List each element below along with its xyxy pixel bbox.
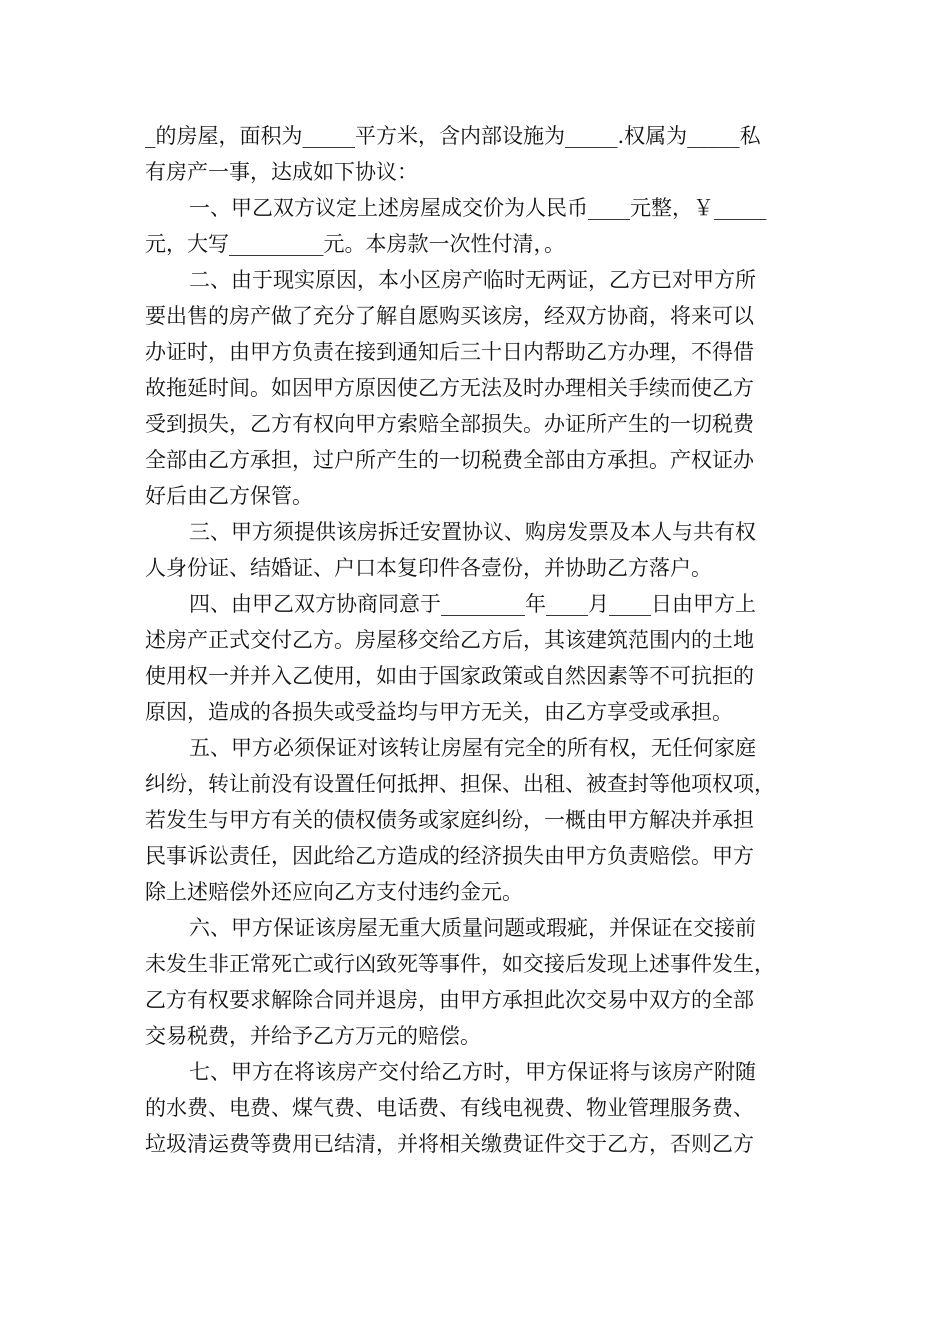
contract-clause-0 <box>145 118 807 190</box>
text-line: 五、甲方必须保证对该转让房屋有完全的所有权，无任何家庭 <box>189 736 756 760</box>
text-line: 纠纷，转让前没有设置任何抵押、担保、出租、被查封等他项权项， <box>145 772 775 796</box>
text-line: 原因，造成的各损失或受益均与甲方无关，由乙方享受或承担。 <box>145 700 733 724</box>
text-line: 受到损失，乙方有权向甲方索赔全部损失。办证所产生的一切税费 <box>145 412 754 436</box>
text-line: 要出售的房产做了充分了解自愿购买该房，经双方协商，将来可以 <box>145 304 754 328</box>
text-line: 元，大写_________元。本房款一次性付清，。 <box>145 232 565 256</box>
text-line: 好后由乙方保管。 <box>145 484 313 508</box>
text-line: 二、由于现实原因，本小区房产临时无两证，乙方已对甲方所 <box>189 268 756 292</box>
text-line: _的房屋，面积为_____平方米，含内部设施为_____.权属为_____私 <box>145 124 761 148</box>
contract-clause-1 <box>145 190 807 262</box>
text-line: 垃圾清运费等费用已结清，并将相关缴费证件交于乙方，否则乙方 <box>145 1132 754 1156</box>
text-line: 六、甲方保证该房屋无重大质量问题或瑕疵，并保证在交接前 <box>189 916 756 940</box>
text-line: 未发生非正常死亡或行凶致死等事件，如交接后发现上述事件发生， <box>145 952 775 976</box>
text-line: 有房产一事，达成如下协议： <box>145 160 418 184</box>
text-line: 故拖延时间。如因甲方原因使乙方无法及时办理相关手续而使乙方 <box>145 376 754 400</box>
text-line: 办证时，由甲方负责在接到通知后三十日内帮助乙方办理，不得借 <box>145 340 754 364</box>
contract-clause-7 <box>145 1054 807 1162</box>
contract-clause-2 <box>145 262 807 514</box>
text-line: 七、甲方在将该房产交付给乙方时，甲方保证将与该房产附随 <box>189 1060 756 1084</box>
text-line: 人身份证、结婚证、户口本复印件各壹份，并协助乙方落户。 <box>145 556 712 580</box>
contract-clause-6 <box>145 910 807 1054</box>
text-line: 乙方有权要求解除合同并退房，由甲方承担此次交易中双方的全部 <box>145 988 754 1012</box>
text-line: 述房产正式交付乙方。房屋移交给乙方后，其该建筑范围内的土地 <box>145 628 754 652</box>
text-line: 一、甲乙双方议定上述房屋成交价为人民币____元整，￥_____ <box>189 196 767 220</box>
text-line: 使用权一并并入乙使用，如由于国家政策或自然因素等不可抗拒的 <box>145 664 754 688</box>
text-line: 若发生与甲方有关的债权债务或家庭纠纷，一概由甲方解决并承担 <box>145 808 754 832</box>
text-line: 的水费、电费、煤气费、电话费、有线电视费、物业管理服务费、 <box>145 1096 754 1120</box>
text-line: 除上述赔偿外还应向乙方支付违约金元。 <box>145 880 523 904</box>
text-line: 全部由乙方承担，过户所产生的一切税费全部由方承担。产权证办 <box>145 448 754 472</box>
contract-clause-3 <box>145 514 807 586</box>
text-line: 交易税费，并给予乙方万元的赔偿。 <box>145 1024 481 1048</box>
text-line: 民事诉讼责任，因此给乙方造成的经济损失由甲方负责赔偿。甲方 <box>145 844 754 868</box>
text-line: 三、甲方须提供该房拆迁安置协议、购房发票及本人与共有权 <box>189 520 756 544</box>
contract-clause-4 <box>145 586 807 730</box>
contract-clause-5 <box>145 730 807 910</box>
contract-body <box>145 118 807 1162</box>
text-line: 四、由甲乙双方协商同意于________年____月____日由甲方上 <box>189 592 756 616</box>
